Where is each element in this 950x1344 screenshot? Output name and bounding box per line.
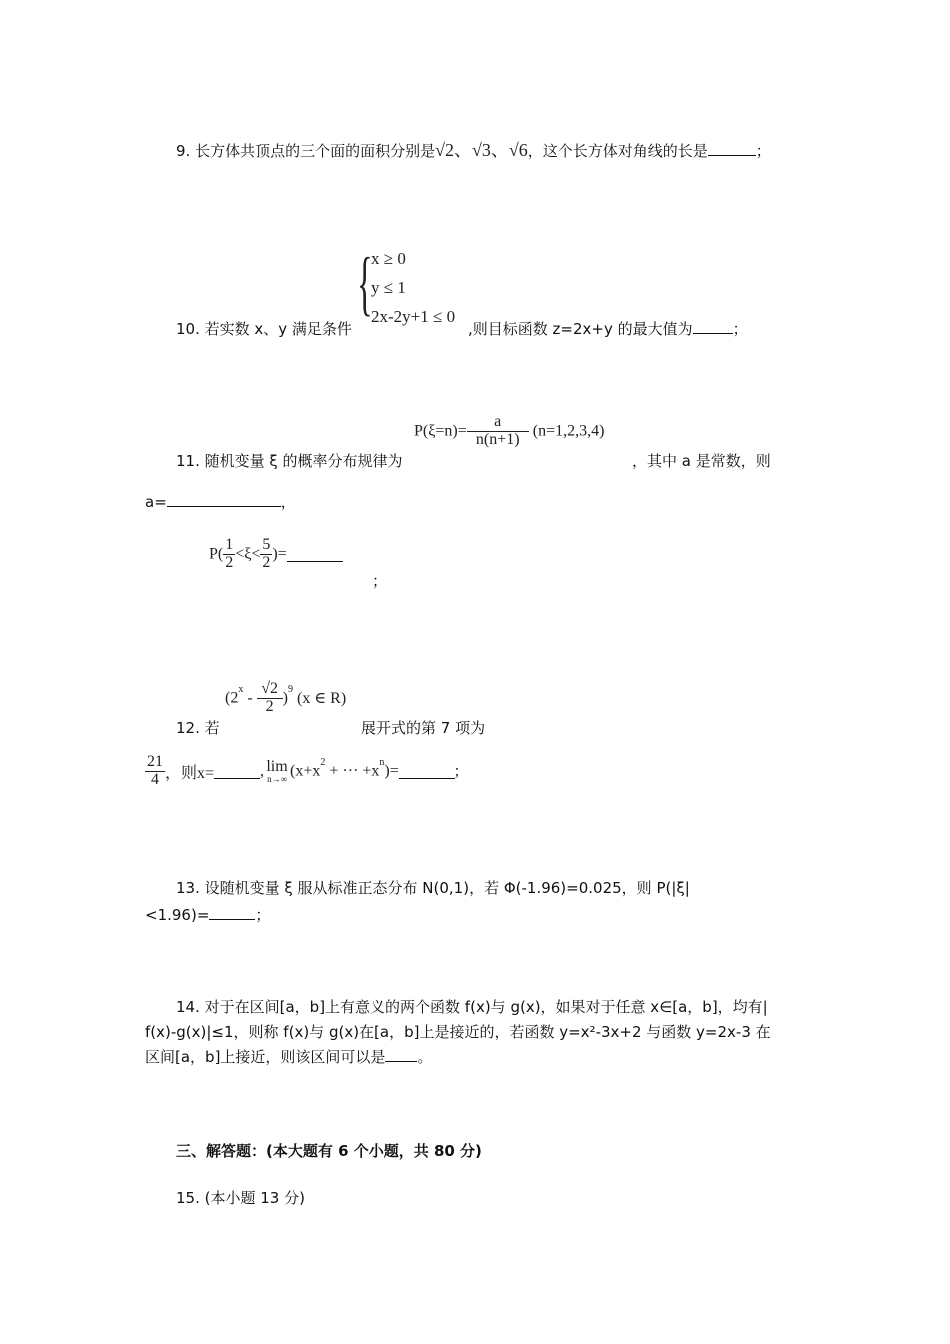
q10-condition-3: 2x-2y+1 ≤ 0 [371,307,456,326]
q9-sqrt6: √6 [508,140,528,160]
q12-lim-mid: + ··· +x [325,762,380,780]
q10-text-after: ,则目标函数 z=2x+y 的最大值为 [468,320,693,338]
q13-line2-prefix: <1.96)= [145,906,210,924]
q11-line2-end: ， [280,493,296,511]
q12-text-before: 若 [204,719,220,737]
q12-lim-expn: n [379,756,385,768]
q12-expr-domain: (x ∈ R) [296,690,347,708]
q12-lim-label: lim [266,757,288,775]
q11-probability [209,537,343,572]
q12-expr-den: 2 [265,697,274,715]
q12-value-fraction [145,754,165,789]
q12-number: 12. [176,719,200,737]
question-10-rest [468,318,748,339]
q12-x-blank[interactable] [214,764,260,779]
q13-answer-blank[interactable] [209,905,255,920]
q12-val-den: 4 [151,770,159,788]
q10-end: ； [732,320,748,338]
q11-text-before: 随机变量 ξ 的概率分布规律为 [204,452,403,470]
q10-condition-1: x ≥ 0 [371,249,406,268]
q13-end: ； [255,906,271,924]
q12-end: ; [454,762,460,780]
q12-lim [264,759,290,784]
q11-text-after: ，其中 a 是常数，则 [632,452,771,470]
q14-answer-blank[interactable] [385,1047,417,1062]
q11-formula-den: n(n+1) [475,430,520,448]
q12-lim-exp2: 2 [320,756,326,768]
q9-answer-blank[interactable] [708,141,756,156]
q14-line3 [145,1046,432,1067]
q10-conditions [371,244,455,331]
q14-line3-prefix: 区间[a，b]上接近，则该区间可以是 [145,1048,386,1066]
q15-heading: 15. (本小题 13 分) [176,1189,305,1207]
q11-formula-left: P(ξ=n)= [414,422,467,440]
q10-text-before: 若实数 x、y 满足条件 [204,320,352,338]
question-9 [176,136,771,162]
q14-end: 。 [417,1048,433,1066]
q9-number: 9. [176,142,191,160]
q9-end: ； [755,142,771,160]
q11-a-prefix: a= [145,493,167,511]
question-11-tail [632,450,771,471]
q12-lim-blank[interactable] [399,764,455,779]
q10-condition-2: y ≤ 1 [371,278,406,297]
q12-expr-num: √2 [261,680,279,697]
q12-expr-exp: x [238,683,244,695]
q12-lim-sub: n→∞ [267,773,287,784]
q11-frac1-den: 2 [225,553,234,571]
q10-number: 10. [176,320,200,338]
q9-math [435,140,528,160]
q9-sqrt3: √3 [472,140,491,160]
q11-prob-blank[interactable] [287,547,343,562]
q12-expression [225,681,346,716]
q9-text-before: 长方体共顶点的三个面的面积分别是 [195,142,436,160]
q12-expr-pow: 9 [287,683,293,695]
q12-expr-minus: - [243,689,257,707]
section-3-title: 三、解答题：(本大题有 6 个小题，共 80 分) [176,1142,482,1160]
q13-line1: 13. 设随机变量 ξ 服从标准正态分布 N(0,1)，若 Φ(-1.96)=0.025，则 P(|ξ| [176,879,690,897]
q14-line1: 14. 对于在区间[a，b]上有意义的两个函数 f(x)与 g(x)，如果对于任意 x∈[a，b]，均有| [176,998,768,1016]
q10-answer-blank[interactable] [693,319,733,334]
q11-frac1-num: 1 [225,536,234,553]
q9-text-after: ，这个长方体对角线的长是 [527,142,708,160]
q11-end: ； [372,572,388,590]
q11-number: 11. [176,452,200,470]
q12-expr-left: (2 [225,689,239,707]
q9-sep1: 、 [454,140,472,160]
q11-prob-left: P( [209,545,224,563]
q12-lim-expr: (x+x [290,762,321,780]
question-10-label [176,318,352,339]
q11-frac2-num: 5 [262,536,271,553]
q10-brace: { [357,243,373,323]
q12-comma: , [260,762,265,780]
q11-frac2-den: 2 [262,553,271,571]
q11-frac-1 [223,537,235,572]
q11-prob-mid: <ξ< [235,545,261,563]
q11-line2 [145,491,296,512]
q11-formula-right: (n=1,2,3,4) [532,422,605,440]
q12-expr-right: ) [282,689,288,707]
q12-line2-text: ，则x= [165,764,215,782]
q12-lim-end: )= [384,762,399,780]
q11-a-blank[interactable] [167,492,281,507]
q14-line2: f(x)-g(x)|≤1，则称 f(x)与 g(x)在[a，b]上是接近的，若函数 y=x²-3x+2 与函数 y=2x-3 在 [145,1023,771,1041]
q9-sqrt2: √2 [435,140,454,160]
q13-line2 [145,904,270,925]
q12-line2 [145,754,459,789]
q11-formula-num: a [494,413,502,430]
q11-formula-fraction [467,414,529,449]
q9-sep2: 、 [490,140,509,160]
q11-prob-right: )= [272,545,287,563]
question-11-label [176,450,403,471]
q11-formula [414,414,604,449]
q12-text-after: 展开式的第 7 项为 [361,719,486,737]
question-12-label [176,717,220,738]
q11-frac-2 [260,537,272,572]
q12-val-num: 21 [147,753,163,770]
q12-expr-fraction [257,681,283,716]
